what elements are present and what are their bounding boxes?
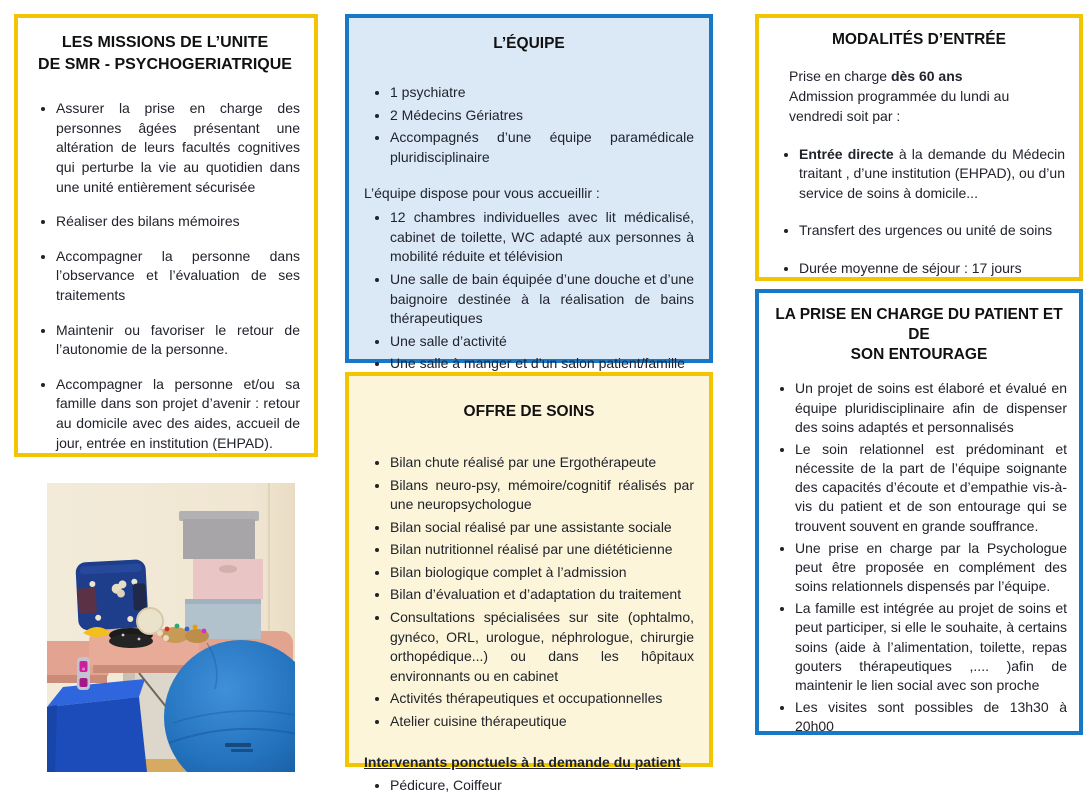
list-item: • Pédicure, Coiffeur bbox=[390, 776, 694, 795]
soins-title: OFFRE DE SOINS bbox=[463, 403, 595, 420]
list-item: • Maintenir ou favoriser le retour de l’autonomie de la personne. bbox=[56, 321, 300, 360]
missions-title bbox=[30, 32, 300, 75]
equipe-title: L’ÉQUIPE bbox=[493, 35, 565, 52]
list-item: • 12 chambres individuelles avec lit médicalisé, cabinet de toilette, WC adapté aux personnes à mobilité réduite et télévision bbox=[390, 208, 694, 267]
list-item: • Une salle de bain équipée d’une douche et d’une baignoire destinée à la réalisation de bains thérapeutiques bbox=[390, 270, 694, 329]
list-item: • Le soin relationnel est prédominant et nécessite de la part de l’équipe soignante des capacités d’écoute et d’empathie vis-à-vis du patient et de son entourage qui se trouvent souvent en grande souffrance. bbox=[795, 440, 1067, 536]
equipe-box bbox=[345, 14, 713, 372]
list-item: • Bilan biologique complet à l’admission bbox=[390, 563, 694, 583]
navy-mitt bbox=[132, 583, 146, 611]
prise-title-line2: SON ENTOURAGE bbox=[850, 346, 988, 364]
soins-subheading: Intervenants ponctuels à la demande du patient bbox=[364, 753, 681, 770]
list-item: • Une prise en charge par la Psychologue peut être proposée en complément des soins relationnels dispensés par l’équipe. bbox=[795, 539, 1067, 597]
purple-pouch bbox=[78, 588, 97, 614]
missions-box bbox=[14, 14, 318, 457]
list-item: • Un projet de soins est élaboré et évalué en équipe pluridisciplinaire afin de dispenser des soins adaptés et personnalisés bbox=[795, 379, 1067, 437]
soins-extra-list bbox=[364, 776, 694, 795]
ball-logo bbox=[225, 743, 251, 747]
entree-list bbox=[773, 145, 1065, 279]
liquid-timer bbox=[77, 657, 90, 690]
unit-photo bbox=[47, 483, 295, 772]
snoezelen-room-illustration bbox=[47, 483, 295, 772]
list-item: • Les visites sont possibles de 13h30 à 20h00 bbox=[795, 698, 1067, 736]
list-item: • Atelier cuisine thérapeutique bbox=[390, 712, 694, 732]
list-item: • Consultations spécialisées sur site (ophtalmo, gynéco, ORL, urologue, néphrologue, chirurgie orthopédique...) ou dans les hôpitaux environnants ou en cabinet bbox=[390, 608, 694, 686]
list-item: • Bilan nutritionnel réalisé par une diététicienne bbox=[390, 540, 694, 560]
blue-cube bbox=[47, 679, 147, 772]
list-item: • Bilans neuro-psy, mémoire/cognitif réalisés par une neuropsychologue bbox=[390, 476, 694, 515]
list-item: • Accompagnés d’une équipe paramédicale pluridisciplinaire bbox=[390, 128, 694, 167]
list-item: • Réaliser des bilans mémoires bbox=[56, 212, 300, 232]
prise-title-line1: LA PRISE EN CHARGE DU PATIENT ET DE bbox=[775, 306, 1063, 344]
prise-en-charge-box bbox=[755, 289, 1083, 735]
list-item: • 2 Médecins Gériatres bbox=[390, 106, 694, 126]
missions-list bbox=[30, 99, 300, 453]
list-item: • Une salle d’activité bbox=[390, 332, 694, 352]
grey-box bbox=[183, 519, 255, 559]
list-item: • Activités thérapeutiques et occupationnelles bbox=[390, 689, 694, 709]
list-item: • Durée moyenne de séjour : 17 jours bbox=[799, 259, 1065, 279]
soins-list bbox=[364, 453, 694, 732]
prise-list bbox=[771, 379, 1067, 736]
list-item: • Bilan chute réalisé par une Ergothérapeute bbox=[390, 453, 694, 473]
equipe-facilities-list bbox=[364, 208, 694, 396]
entree-box bbox=[755, 14, 1083, 281]
list-item: • La famille est intégrée au projet de soins et peut participer, si elle le souhaite, à certains soins (aide à l’alimentation, toilette, repas gouters thérapeutiques ,.... )afin de maintenir le lien social avec son proche bbox=[795, 599, 1067, 695]
entree-intro-line2: Admission programmée du lundi au vendredi soit par : bbox=[789, 87, 1010, 124]
equipe-intro: L’équipe dispose pour vous accueillir : bbox=[364, 185, 600, 202]
missions-title-line2: DE SMR - PSYCHOGERIATRIQUE bbox=[38, 55, 292, 73]
entree-title: MODALITÉS D’ENTRÉE bbox=[832, 31, 1006, 48]
list-item: • Bilan social réalisé par une assistante sociale bbox=[390, 518, 694, 538]
list-item: • 1 psychiatre bbox=[390, 83, 694, 103]
soins-box bbox=[345, 372, 713, 793]
list-item: • Une salle à manger et d’un salon patient/famille bbox=[390, 354, 694, 374]
list-item: • Accompagner la personne et/ou sa famille dans son projet d’avenir : retour au domicile avec des aides, accueil de jour, entrée en institution (EHPAD). bbox=[56, 375, 300, 453]
list-item: • Bilan d’évaluation et d’adaptation du traitement bbox=[390, 585, 694, 605]
list-item: • Assurer la prise en charge des personnes âgées présentant une altération de leurs facultés cognitives qui perturbe la vie au quotidien dans une unité entièrement sécurisée bbox=[56, 99, 300, 197]
equipe-staff-list bbox=[364, 83, 694, 167]
spiky-ball bbox=[137, 608, 163, 634]
prise-title bbox=[771, 305, 1067, 365]
list-item: • Entrée directe à la demande du Médecin traitant , d’une institution (EHPAD), ou d’un service de soins à domicile... bbox=[799, 145, 1065, 204]
list-item: • Transfert des urgences ou unité de soins bbox=[799, 221, 1065, 241]
entree-intro-line1: Prise en charge dès 60 ans bbox=[789, 67, 963, 84]
list-item: • Accompagner la personne dans l’observance et l’évaluation de ses traitements bbox=[56, 247, 300, 306]
missions-title-line1: LES MISSIONS DE L’UNITE bbox=[61, 34, 269, 51]
